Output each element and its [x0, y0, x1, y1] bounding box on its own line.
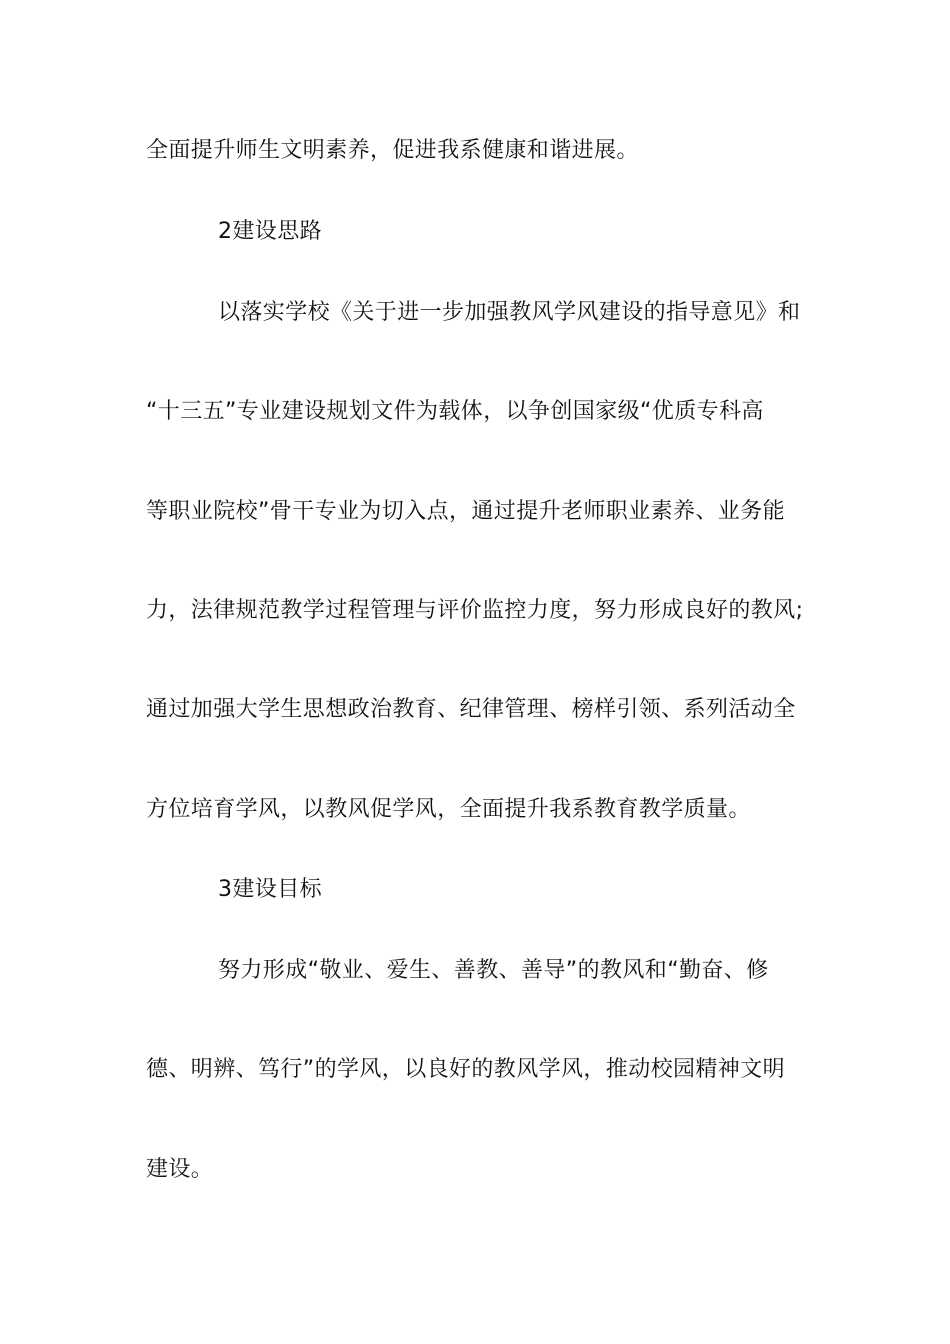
paragraph-line: “十三五”专业建设规划文件为载体，以争创国家级“优质专科高 — [146, 399, 764, 424]
paragraph-line: 等职业院校”骨干专业为切入点，通过提升老师职业素养、业务能 — [146, 499, 785, 524]
paragraph-line: 以落实学校《关于进一步加强教风学风建设的指导意见》和 — [218, 300, 801, 325]
paragraph-line: 方位培育学风，以教风促学风，全面提升我系教育教学质量。 — [146, 797, 751, 822]
section-heading: 2建设思路 — [218, 219, 322, 244]
paragraph-line: 德、明辨、笃行”的学风，以良好的教风学风，推动校园精神文明 — [146, 1057, 785, 1082]
paragraph-line: 力，法律规范教学过程管理与评价监控力度，努力形成良好的教风; — [146, 598, 804, 623]
paragraph-line: 建设。 — [146, 1157, 214, 1182]
paragraph-line: 努力形成“敬业、爱生、善教、善导”的教风和“勤奋、修 — [218, 958, 769, 983]
paragraph-line: 通过加强大学生思想政治教育、纪律管理、榜样引领、系列活动全 — [146, 697, 796, 722]
section-heading: 3建设目标 — [218, 877, 322, 902]
paragraph-line: 全面提升师生文明素养，促进我系健康和谐进展。 — [146, 138, 639, 163]
